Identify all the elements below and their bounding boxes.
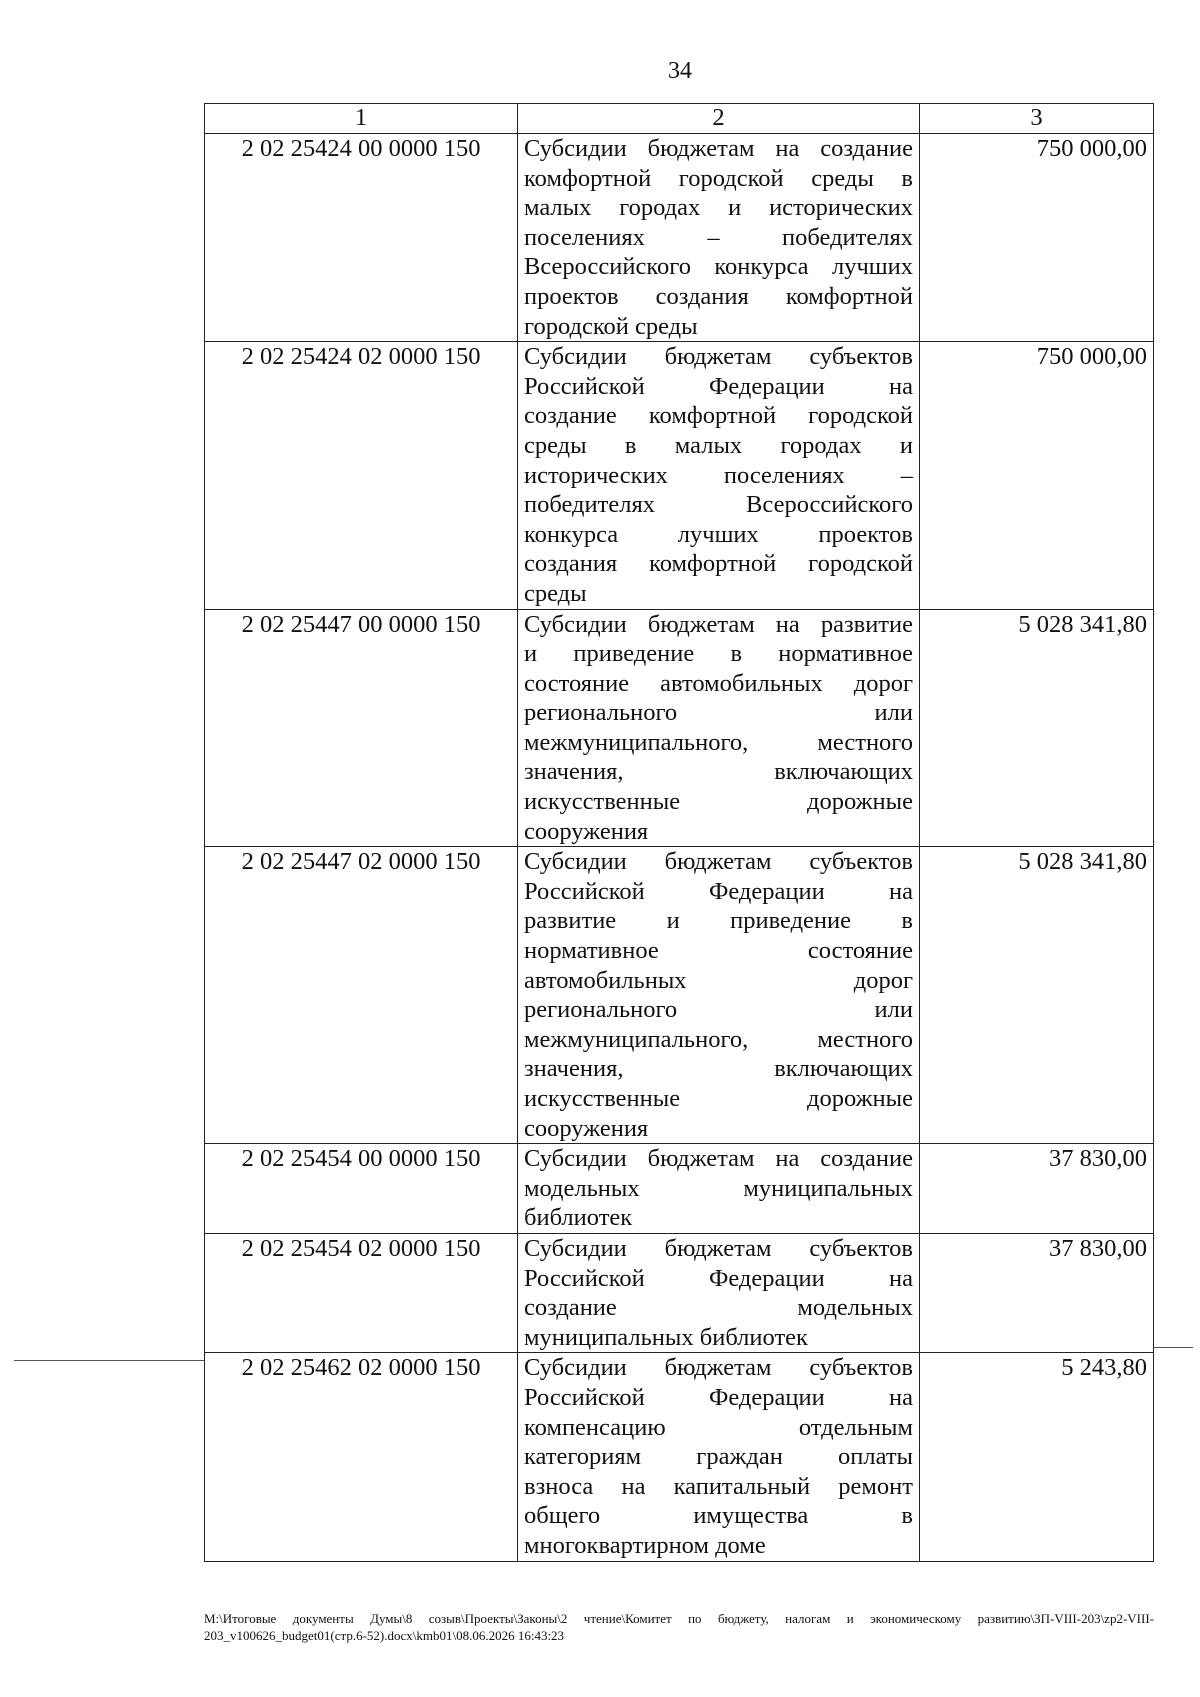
description-line: модельных муниципальных bbox=[524, 1174, 913, 1202]
amount-cell: 750 000,00 bbox=[920, 342, 1154, 609]
description-line: нормативное состояние bbox=[524, 937, 913, 965]
amount-cell: 37 830,00 bbox=[920, 1144, 1154, 1234]
description-line: взноса на капитальный ремонт bbox=[524, 1472, 913, 1500]
description-line: создания комфортной городской bbox=[524, 550, 913, 578]
description-line: сооружения bbox=[524, 817, 649, 845]
description-cell bbox=[518, 1233, 920, 1352]
description-line: Субсидии бюджетам субъектов bbox=[524, 1354, 913, 1382]
table-row bbox=[205, 609, 1154, 847]
scan-artifact-line-left bbox=[14, 1360, 204, 1361]
description-cell bbox=[518, 134, 920, 342]
description-line: автомобильных дорог bbox=[524, 966, 913, 994]
description-cell bbox=[518, 342, 920, 609]
budget-code-cell: 2 02 25462 02 0000 150 bbox=[205, 1353, 518, 1561]
description-line: значения, включающих bbox=[524, 758, 913, 786]
table-row bbox=[205, 134, 1154, 342]
description-line: значения, включающих bbox=[524, 1055, 913, 1083]
description-line: Всероссийского конкурса лучших bbox=[524, 253, 913, 281]
description-line: Российской Федерации на bbox=[524, 1383, 913, 1411]
description-line: общего имущества в bbox=[524, 1502, 913, 1530]
column-header-1: 1 bbox=[205, 104, 518, 134]
description-line: искусственные дорожные bbox=[524, 788, 913, 816]
description-line: Субсидии бюджетам субъектов bbox=[524, 1234, 913, 1262]
amount-cell: 5 243,80 bbox=[920, 1353, 1154, 1561]
description-line: создание модельных bbox=[524, 1294, 913, 1322]
description-line: Российской Федерации на bbox=[524, 1264, 913, 1292]
budget-code-cell: 2 02 25424 00 0000 150 bbox=[205, 134, 518, 342]
description-line: среды bbox=[524, 579, 587, 607]
amount-cell: 5 028 341,80 bbox=[920, 847, 1154, 1144]
description-line: среды в малых городах и bbox=[524, 431, 913, 459]
amount-cell: 750 000,00 bbox=[920, 134, 1154, 342]
description-cell bbox=[518, 609, 920, 847]
budget-code-cell: 2 02 25454 00 0000 150 bbox=[205, 1144, 518, 1234]
description-line: комфортной городской среды в bbox=[524, 164, 913, 192]
description-line: регионального или bbox=[524, 699, 913, 727]
description-line: Субсидии бюджетам субъектов bbox=[524, 848, 913, 876]
description-line: победителях Всероссийского bbox=[524, 491, 913, 519]
table-header-row bbox=[205, 104, 1154, 134]
description-line: искусственные дорожные bbox=[524, 1085, 913, 1112]
description-line: Субсидии бюджетам на развитие bbox=[524, 610, 913, 638]
description-cell bbox=[518, 847, 920, 1144]
description-line: компенсацию отдельным bbox=[524, 1413, 913, 1441]
description-line: многоквартирном доме bbox=[524, 1531, 766, 1559]
page-number: 34 bbox=[668, 58, 692, 84]
budget-code-cell: 2 02 25447 00 0000 150 bbox=[205, 609, 518, 847]
description-line: регионального или bbox=[524, 996, 913, 1024]
table-row bbox=[205, 1353, 1154, 1561]
description-line: и приведение в нормативное bbox=[524, 640, 913, 668]
budget-code-cell: 2 02 25424 02 0000 150 bbox=[205, 342, 518, 609]
table-body bbox=[205, 134, 1154, 1562]
description-line: библиотек bbox=[524, 1204, 633, 1232]
description-line: конкурса лучших проектов bbox=[524, 520, 913, 548]
scan-artifact-line-right bbox=[1153, 1347, 1193, 1348]
table-row bbox=[205, 342, 1154, 609]
table-row bbox=[205, 1233, 1154, 1352]
description-line: Российской Федерации на bbox=[524, 372, 913, 400]
column-header-3: 3 bbox=[920, 104, 1154, 134]
description-line: Субсидии бюджетам субъектов bbox=[524, 343, 913, 371]
description-line: межмуниципального, местного bbox=[524, 728, 913, 756]
description-line: сооружения bbox=[524, 1114, 649, 1142]
table-row bbox=[205, 1144, 1154, 1234]
description-line: поселениях – победителях bbox=[524, 223, 913, 251]
column-header-2: 2 bbox=[518, 104, 920, 134]
document-path-footer: М:\Итоговые документы Думы\8 созыв\Проекты\Законы\2 чтение\Комитет по бюджету, налогам и экономическому развитию\ЗП-VIII-203\zp2-VIII-203_v100626_budget01(стр.6-52).docx\kmb01\08.06.2026 16:43:23 bbox=[204, 1611, 1154, 1643]
description-line: состояние автомобильных дорог bbox=[524, 669, 913, 697]
description-cell bbox=[518, 1144, 920, 1234]
description-line: межмуниципального, местного bbox=[524, 1025, 913, 1053]
description-cell bbox=[518, 1353, 920, 1561]
amount-cell: 5 028 341,80 bbox=[920, 609, 1154, 847]
description-line: создание комфортной городской bbox=[524, 402, 913, 430]
amount-cell: 37 830,00 bbox=[920, 1233, 1154, 1352]
budget-code-cell: 2 02 25447 02 0000 150 bbox=[205, 847, 518, 1144]
description-line: Российской Федерации на bbox=[524, 877, 913, 905]
description-line: категориям граждан оплаты bbox=[524, 1443, 913, 1471]
description-line: развитие и приведение в bbox=[524, 907, 913, 935]
budget-table bbox=[204, 103, 1154, 1562]
description-line: муниципальных библиотек bbox=[524, 1323, 808, 1351]
description-line: исторических поселениях – bbox=[524, 461, 913, 489]
description-line: Субсидии бюджетам на создание bbox=[524, 1145, 913, 1173]
description-line: малых городах и исторических bbox=[524, 194, 913, 222]
budget-code-cell: 2 02 25454 02 0000 150 bbox=[205, 1233, 518, 1352]
description-line: проектов создания комфортной bbox=[524, 282, 913, 310]
description-line: Субсидии бюджетам на создание bbox=[524, 135, 913, 162]
table-row bbox=[205, 847, 1154, 1144]
description-line: городской среды bbox=[524, 312, 698, 340]
